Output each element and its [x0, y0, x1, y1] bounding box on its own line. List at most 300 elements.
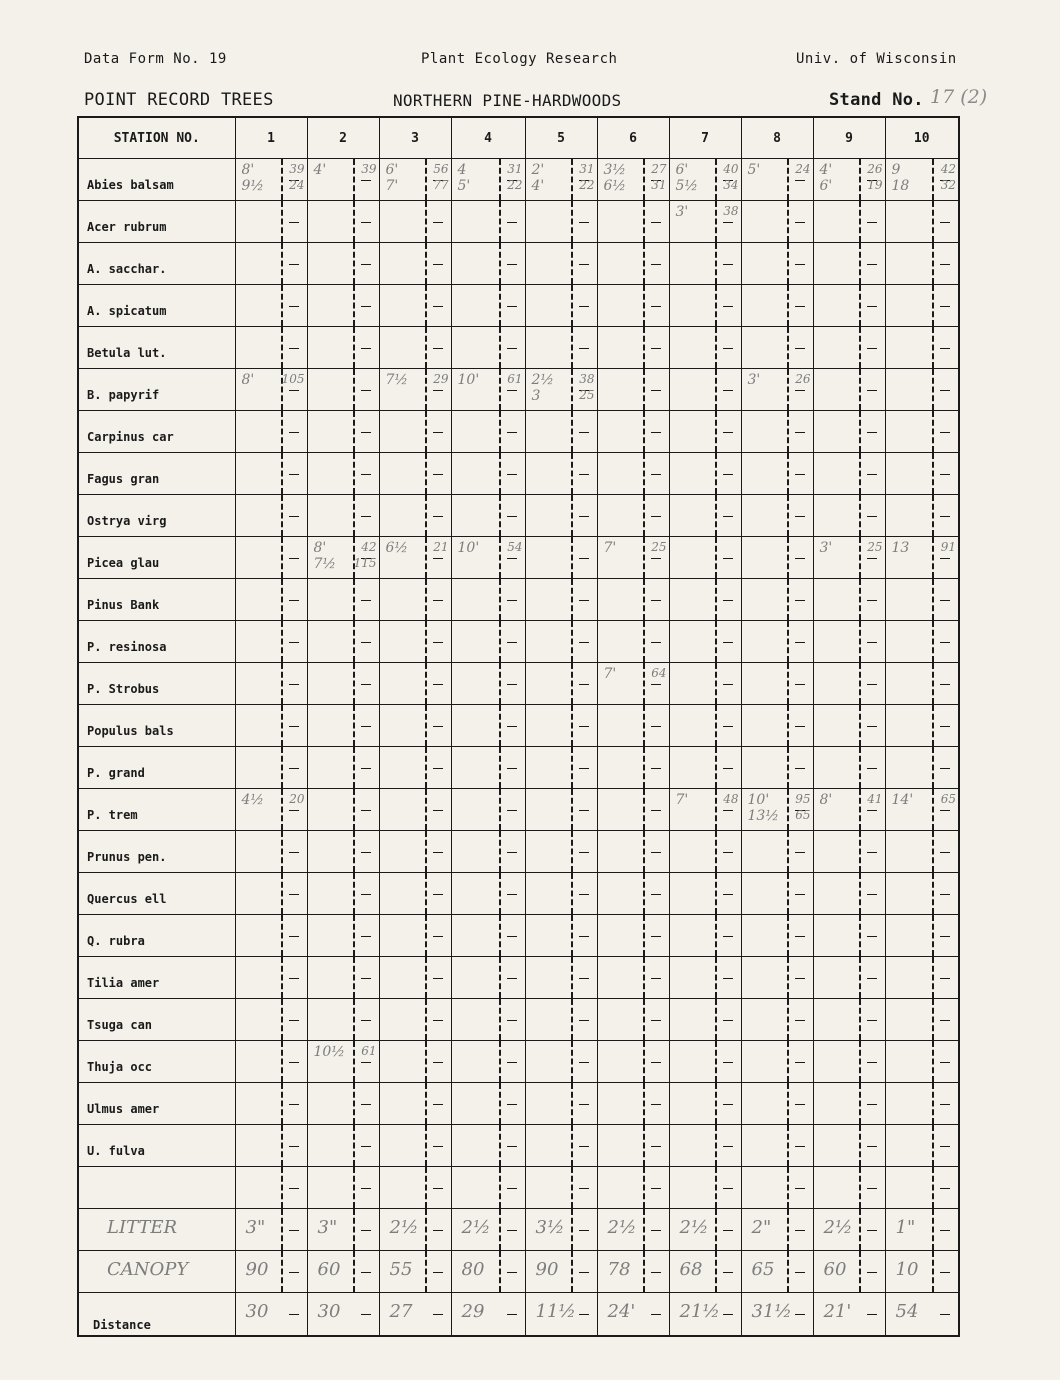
canopy-cell[interactable]: [813, 1251, 885, 1293]
tally-cell[interactable]: [451, 1041, 525, 1083]
tally-cell[interactable]: [885, 831, 959, 873]
tally-cell[interactable]: [669, 621, 741, 663]
litter-cell[interactable]: [669, 1209, 741, 1251]
tally-cell[interactable]: [451, 453, 525, 495]
tally-cell[interactable]: [741, 621, 813, 663]
tally-cell[interactable]: [307, 1125, 379, 1167]
tally-cell[interactable]: [885, 369, 959, 411]
tally-cell[interactable]: [307, 1083, 379, 1125]
tally-cell[interactable]: [525, 1125, 597, 1167]
tally-cell[interactable]: [379, 495, 451, 537]
tally-cell[interactable]: [525, 159, 597, 201]
distance-cell[interactable]: [597, 1293, 669, 1337]
tally-cell[interactable]: [597, 495, 669, 537]
tally-cell[interactable]: [597, 537, 669, 579]
tally-cell[interactable]: [597, 789, 669, 831]
tally-cell[interactable]: [813, 747, 885, 789]
tally-cell[interactable]: [741, 1125, 813, 1167]
distance-cell[interactable]: [379, 1293, 451, 1337]
tally-cell[interactable]: [885, 327, 959, 369]
tally-cell[interactable]: [451, 1167, 525, 1209]
tally-cell[interactable]: [235, 1167, 307, 1209]
tally-cell[interactable]: [669, 285, 741, 327]
tally-cell[interactable]: [741, 915, 813, 957]
tally-cell[interactable]: [813, 621, 885, 663]
tally-cell[interactable]: [307, 747, 379, 789]
tally-cell[interactable]: [885, 159, 959, 201]
tally-cell[interactable]: [525, 579, 597, 621]
tally-cell[interactable]: [307, 957, 379, 999]
tally-cell[interactable]: [379, 705, 451, 747]
tally-cell[interactable]: [451, 999, 525, 1041]
tally-cell[interactable]: [597, 243, 669, 285]
tally-cell[interactable]: [885, 411, 959, 453]
tally-cell[interactable]: [669, 243, 741, 285]
tally-cell[interactable]: [307, 285, 379, 327]
tally-cell[interactable]: [525, 327, 597, 369]
tally-cell[interactable]: [885, 453, 959, 495]
tally-cell[interactable]: [235, 705, 307, 747]
tally-cell[interactable]: [451, 579, 525, 621]
species-name: Ostrya virg: [78, 495, 235, 537]
tally-cell[interactable]: [669, 999, 741, 1041]
tally-cell[interactable]: [451, 831, 525, 873]
species-name: Picea glau: [78, 537, 235, 579]
community-type: NORTHERN PINE-HARDWOODS: [393, 91, 622, 110]
tally-cell[interactable]: [451, 495, 525, 537]
tally-cell[interactable]: [813, 201, 885, 243]
tally-cell[interactable]: [813, 159, 885, 201]
tally-cell[interactable]: [307, 201, 379, 243]
tally-cell[interactable]: [525, 1083, 597, 1125]
tally-cell[interactable]: [885, 621, 959, 663]
species-row: [78, 1125, 959, 1167]
tally-cell[interactable]: [525, 705, 597, 747]
tally-cell[interactable]: [669, 747, 741, 789]
tally-cell[interactable]: [235, 957, 307, 999]
tally-cell[interactable]: [669, 915, 741, 957]
tally-cell[interactable]: [597, 957, 669, 999]
tally-cell[interactable]: [235, 747, 307, 789]
canopy-cell[interactable]: [379, 1251, 451, 1293]
tally-cell[interactable]: [813, 1167, 885, 1209]
tally-cell[interactable]: [451, 327, 525, 369]
tally-cell[interactable]: [885, 285, 959, 327]
distance-entry: 3': [747, 372, 761, 388]
tally-cell[interactable]: [741, 285, 813, 327]
tally-cell[interactable]: [525, 999, 597, 1041]
species-row: [78, 159, 959, 201]
tally-cell[interactable]: [235, 201, 307, 243]
tally-cell[interactable]: [885, 1167, 959, 1209]
tally-cell[interactable]: [597, 999, 669, 1041]
tally-cell[interactable]: [525, 537, 597, 579]
tally-cell[interactable]: [813, 1041, 885, 1083]
litter-value: 2½: [389, 1217, 419, 1238]
species-name: A. sacchar.: [78, 243, 235, 285]
tally-cell[interactable]: [597, 453, 669, 495]
tally-cell[interactable]: [597, 285, 669, 327]
tally-cell[interactable]: [813, 705, 885, 747]
tally-cell[interactable]: [597, 873, 669, 915]
distance-entry: 9: [891, 162, 901, 178]
tally-cell[interactable]: [379, 243, 451, 285]
species-name: Populus bals: [78, 705, 235, 747]
tally-cell[interactable]: [307, 915, 379, 957]
distance-entry: 3': [819, 540, 833, 556]
diameter-entry: 40: [723, 162, 739, 176]
tally-cell[interactable]: [525, 915, 597, 957]
tally-cell[interactable]: [451, 1125, 525, 1167]
tally-cell[interactable]: [741, 999, 813, 1041]
tally-cell[interactable]: [813, 957, 885, 999]
tally-cell[interactable]: [669, 831, 741, 873]
tally-cell[interactable]: [525, 285, 597, 327]
tally-cell[interactable]: [235, 873, 307, 915]
canopy-cell[interactable]: [307, 1251, 379, 1293]
tally-cell[interactable]: [451, 1083, 525, 1125]
tally-cell[interactable]: [597, 1167, 669, 1209]
diameter-entry: 61: [361, 1044, 377, 1058]
tally-cell[interactable]: [813, 453, 885, 495]
tally-cell[interactable]: [597, 1083, 669, 1125]
tally-cell[interactable]: [525, 411, 597, 453]
tally-cell[interactable]: [741, 537, 813, 579]
tally-cell[interactable]: [669, 159, 741, 201]
tally-cell[interactable]: [813, 243, 885, 285]
tally-cell[interactable]: [307, 705, 379, 747]
tally-cell[interactable]: [813, 873, 885, 915]
tally-cell[interactable]: [379, 999, 451, 1041]
tally-cell[interactable]: [597, 1041, 669, 1083]
tally-cell[interactable]: [669, 495, 741, 537]
tally-cell[interactable]: [525, 1167, 597, 1209]
litter-cell[interactable]: [525, 1209, 597, 1251]
tally-cell[interactable]: [885, 705, 959, 747]
tally-cell[interactable]: [669, 957, 741, 999]
tally-cell[interactable]: [669, 201, 741, 243]
tally-cell[interactable]: [597, 705, 669, 747]
tally-cell[interactable]: [813, 999, 885, 1041]
tally-cell[interactable]: [235, 411, 307, 453]
tally-cell[interactable]: [597, 579, 669, 621]
tally-cell[interactable]: [597, 621, 669, 663]
litter-cell[interactable]: [307, 1209, 379, 1251]
tally-cell[interactable]: [235, 537, 307, 579]
tally-cell[interactable]: [235, 159, 307, 201]
tally-cell[interactable]: [379, 957, 451, 999]
tally-cell[interactable]: [669, 873, 741, 915]
tally-cell[interactable]: [235, 579, 307, 621]
tally-cell[interactable]: [669, 663, 741, 705]
tally-cell[interactable]: [379, 1167, 451, 1209]
tally-cell[interactable]: [307, 873, 379, 915]
tally-cell[interactable]: [451, 369, 525, 411]
tally-cell[interactable]: [379, 369, 451, 411]
litter-cell[interactable]: [885, 1209, 959, 1251]
tally-cell[interactable]: [235, 789, 307, 831]
litter-cell[interactable]: [813, 1209, 885, 1251]
tally-cell[interactable]: [307, 453, 379, 495]
tally-cell[interactable]: [451, 957, 525, 999]
tally-cell[interactable]: [741, 243, 813, 285]
tally-cell[interactable]: [379, 1041, 451, 1083]
tally-cell[interactable]: [235, 915, 307, 957]
tally-cell[interactable]: [885, 1125, 959, 1167]
tally-cell[interactable]: [307, 495, 379, 537]
tally-cell[interactable]: [813, 369, 885, 411]
canopy-value: 80: [461, 1259, 485, 1280]
tally-cell[interactable]: [235, 621, 307, 663]
tally-cell[interactable]: [741, 873, 813, 915]
tally-cell[interactable]: [525, 873, 597, 915]
tally-cell[interactable]: [741, 579, 813, 621]
tally-cell[interactable]: [379, 789, 451, 831]
tally-cell[interactable]: [379, 621, 451, 663]
canopy-cell[interactable]: [235, 1251, 307, 1293]
tally-cell[interactable]: [451, 537, 525, 579]
canopy-cell[interactable]: [451, 1251, 525, 1293]
tally-cell[interactable]: [741, 705, 813, 747]
tally-cell[interactable]: [451, 243, 525, 285]
tally-cell[interactable]: [235, 1083, 307, 1125]
distance-cell[interactable]: [307, 1293, 379, 1337]
tally-cell[interactable]: [885, 999, 959, 1041]
distance-cell[interactable]: [525, 1293, 597, 1337]
tally-cell[interactable]: [813, 579, 885, 621]
tally-cell[interactable]: [885, 663, 959, 705]
tally-cell[interactable]: [307, 831, 379, 873]
tally-cell[interactable]: [813, 915, 885, 957]
litter-cell[interactable]: [741, 1209, 813, 1251]
tally-cell[interactable]: [885, 957, 959, 999]
tally-cell[interactable]: [379, 579, 451, 621]
tally-cell[interactable]: [741, 369, 813, 411]
tally-cell[interactable]: [235, 495, 307, 537]
tally-cell[interactable]: [669, 327, 741, 369]
tally-cell[interactable]: [813, 495, 885, 537]
tally-cell[interactable]: [885, 789, 959, 831]
species-name: [78, 1167, 235, 1209]
canopy-cell[interactable]: [597, 1251, 669, 1293]
tally-cell[interactable]: [235, 453, 307, 495]
tally-cell[interactable]: [813, 789, 885, 831]
tally-cell[interactable]: [525, 747, 597, 789]
tally-cell[interactable]: [307, 159, 379, 201]
tally-cell[interactable]: [885, 495, 959, 537]
tally-cell[interactable]: [525, 1041, 597, 1083]
tally-cell[interactable]: [813, 285, 885, 327]
tally-cell[interactable]: [597, 831, 669, 873]
tally-cell[interactable]: [741, 747, 813, 789]
tally-cell[interactable]: [669, 1083, 741, 1125]
species-row: [78, 957, 959, 999]
tally-cell[interactable]: [307, 621, 379, 663]
canopy-value: 60: [317, 1259, 341, 1280]
tally-cell[interactable]: [885, 1083, 959, 1125]
tally-cell[interactable]: [451, 285, 525, 327]
tally-cell[interactable]: [885, 537, 959, 579]
tally-cell[interactable]: [885, 201, 959, 243]
tally-cell[interactable]: [235, 999, 307, 1041]
tally-cell[interactable]: [379, 873, 451, 915]
tally-cell[interactable]: [741, 1167, 813, 1209]
tally-cell[interactable]: [307, 663, 379, 705]
distance-cell[interactable]: [669, 1293, 741, 1337]
tally-cell[interactable]: [235, 243, 307, 285]
tally-cell[interactable]: [741, 831, 813, 873]
tally-cell[interactable]: [235, 327, 307, 369]
tally-cell[interactable]: [307, 1167, 379, 1209]
tally-cell[interactable]: [235, 663, 307, 705]
tally-cell[interactable]: [379, 285, 451, 327]
tally-cell[interactable]: [597, 327, 669, 369]
tally-cell[interactable]: [235, 831, 307, 873]
tally-cell[interactable]: [813, 411, 885, 453]
tally-cell[interactable]: [669, 1041, 741, 1083]
litter-cell[interactable]: [235, 1209, 307, 1251]
canopy-cell[interactable]: [669, 1251, 741, 1293]
tally-cell[interactable]: [379, 915, 451, 957]
tally-cell[interactable]: [379, 831, 451, 873]
tally-cell[interactable]: [813, 663, 885, 705]
tally-cell[interactable]: [669, 1125, 741, 1167]
canopy-cell[interactable]: [525, 1251, 597, 1293]
tally-cell[interactable]: [307, 369, 379, 411]
tally-cell[interactable]: [669, 453, 741, 495]
tally-cell[interactable]: [669, 369, 741, 411]
tally-cell[interactable]: [451, 915, 525, 957]
tally-cell[interactable]: [813, 1083, 885, 1125]
tally-cell[interactable]: [451, 411, 525, 453]
tally-cell[interactable]: [307, 243, 379, 285]
tally-cell[interactable]: [597, 411, 669, 453]
tally-cell[interactable]: [307, 327, 379, 369]
tally-cell[interactable]: [741, 327, 813, 369]
canopy-value: 90: [535, 1259, 559, 1280]
tally-cell[interactable]: [741, 411, 813, 453]
tally-cell[interactable]: [597, 663, 669, 705]
tally-cell[interactable]: [451, 663, 525, 705]
tally-cell[interactable]: [379, 1083, 451, 1125]
litter-cell[interactable]: [451, 1209, 525, 1251]
tally-cell[interactable]: [813, 327, 885, 369]
tally-cell[interactable]: [885, 579, 959, 621]
tally-cell[interactable]: [525, 243, 597, 285]
tally-cell[interactable]: [379, 537, 451, 579]
tally-cell[interactable]: [235, 285, 307, 327]
distance-cell[interactable]: [813, 1293, 885, 1337]
tally-cell[interactable]: [307, 789, 379, 831]
tally-cell[interactable]: [525, 831, 597, 873]
tally-cell[interactable]: [885, 1041, 959, 1083]
tally-cell[interactable]: [741, 159, 813, 201]
distance-cell[interactable]: [741, 1293, 813, 1337]
tally-cell[interactable]: [525, 789, 597, 831]
tally-cell[interactable]: [813, 537, 885, 579]
tally-cell[interactable]: [597, 369, 669, 411]
tally-cell[interactable]: [379, 411, 451, 453]
tally-cell[interactable]: [235, 1125, 307, 1167]
tally-cell[interactable]: [451, 747, 525, 789]
canopy-cell[interactable]: [741, 1251, 813, 1293]
tally-cell[interactable]: [451, 201, 525, 243]
tally-cell[interactable]: [741, 495, 813, 537]
tally-cell[interactable]: [307, 537, 379, 579]
tally-cell[interactable]: [525, 201, 597, 243]
tally-cell[interactable]: [451, 705, 525, 747]
tally-cell[interactable]: [669, 1167, 741, 1209]
tally-cell[interactable]: [525, 663, 597, 705]
tally-cell[interactable]: [379, 201, 451, 243]
tally-cell[interactable]: [307, 579, 379, 621]
tally-cell[interactable]: [741, 453, 813, 495]
tally-cell[interactable]: [379, 453, 451, 495]
tally-cell[interactable]: [451, 873, 525, 915]
tally-cell[interactable]: [451, 789, 525, 831]
tally-cell[interactable]: [235, 369, 307, 411]
tally-cell[interactable]: [525, 957, 597, 999]
tally-cell[interactable]: [597, 747, 669, 789]
tally-cell[interactable]: [307, 1041, 379, 1083]
distance-cell[interactable]: [885, 1293, 959, 1337]
tally-cell[interactable]: [669, 537, 741, 579]
tally-cell[interactable]: [451, 159, 525, 201]
tally-cell[interactable]: [597, 159, 669, 201]
tally-cell[interactable]: [379, 1125, 451, 1167]
tally-cell[interactable]: [597, 201, 669, 243]
tally-cell[interactable]: [669, 411, 741, 453]
tally-cell[interactable]: [885, 243, 959, 285]
canopy-cell[interactable]: [885, 1251, 959, 1293]
tally-cell[interactable]: [885, 747, 959, 789]
tally-cell[interactable]: [813, 831, 885, 873]
tally-cell[interactable]: [379, 159, 451, 201]
tally-cell[interactable]: [525, 369, 597, 411]
tally-cell[interactable]: [885, 915, 959, 957]
tally-cell[interactable]: [307, 411, 379, 453]
tally-cell[interactable]: [741, 201, 813, 243]
tally-cell[interactable]: [379, 327, 451, 369]
tally-cell[interactable]: [741, 1041, 813, 1083]
tally-cell[interactable]: [597, 1125, 669, 1167]
distance-cell[interactable]: [235, 1293, 307, 1337]
tally-cell[interactable]: [525, 621, 597, 663]
tally-cell[interactable]: [597, 915, 669, 957]
tally-cell[interactable]: [741, 663, 813, 705]
tally-cell[interactable]: [235, 1041, 307, 1083]
tally-cell[interactable]: [741, 1083, 813, 1125]
tally-cell[interactable]: [525, 453, 597, 495]
tally-cell[interactable]: [669, 789, 741, 831]
tally-cell[interactable]: [379, 663, 451, 705]
litter-value: 1": [895, 1217, 916, 1238]
tally-cell[interactable]: [741, 789, 813, 831]
tally-cell[interactable]: [741, 957, 813, 999]
tally-cell[interactable]: [525, 495, 597, 537]
diameter-entry: 115: [353, 556, 377, 570]
tally-cell[interactable]: [379, 747, 451, 789]
tally-cell[interactable]: [451, 621, 525, 663]
tally-cell[interactable]: [307, 999, 379, 1041]
tally-cell[interactable]: [885, 873, 959, 915]
distance-cell[interactable]: [451, 1293, 525, 1337]
tally-cell[interactable]: [669, 579, 741, 621]
litter-cell[interactable]: [597, 1209, 669, 1251]
litter-cell[interactable]: [379, 1209, 451, 1251]
tally-cell[interactable]: [813, 1125, 885, 1167]
tally-cell[interactable]: [669, 705, 741, 747]
